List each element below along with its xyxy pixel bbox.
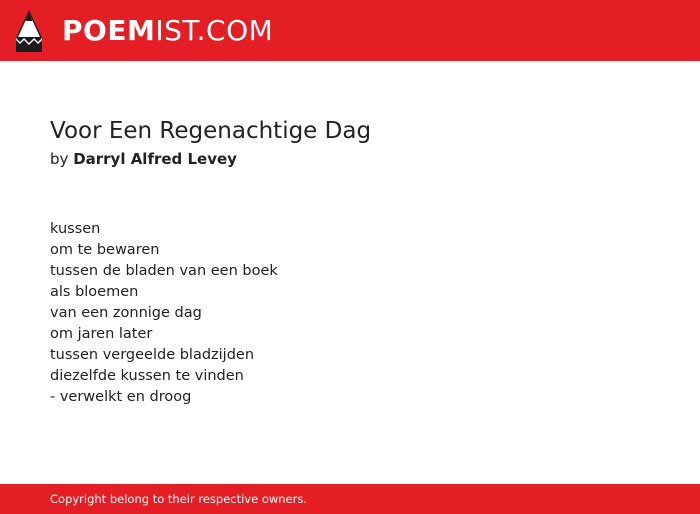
by-label: by	[50, 150, 69, 168]
site-header	[0, 0, 700, 61]
poem-line: - verwelkt en droog	[50, 389, 192, 405]
poem-title: Voor Een Regenachtige Dag	[50, 118, 372, 144]
logo-text-bold: POEM	[62, 14, 156, 47]
poem-byline	[50, 148, 670, 170]
poem-line: tussen vergeelde bladzijden	[50, 347, 255, 363]
poem-line: als bloemen	[50, 284, 139, 300]
poem-body	[50, 219, 670, 408]
poem-author: Darryl Alfred Levey	[73, 150, 237, 168]
site-logo-link[interactable]	[16, 9, 273, 53]
poem-line: diezelfde kussen te vinden	[50, 368, 244, 384]
poem-header	[50, 116, 670, 170]
poem-line: om jaren later	[50, 326, 153, 342]
poem-line: om te bewaren	[50, 242, 160, 258]
logo-text-light: IST.COM	[155, 14, 274, 47]
site-logo-text	[62, 14, 274, 47]
poem-line: tussen de bladen van een boek	[50, 263, 278, 279]
pencil-logo-icon	[16, 10, 42, 52]
site-footer	[0, 484, 700, 514]
copyright-text: Copyright belong to their respective owners.	[50, 492, 308, 506]
poem-line: kussen	[50, 221, 101, 237]
poem-line: van een zonnige dag	[50, 305, 202, 321]
